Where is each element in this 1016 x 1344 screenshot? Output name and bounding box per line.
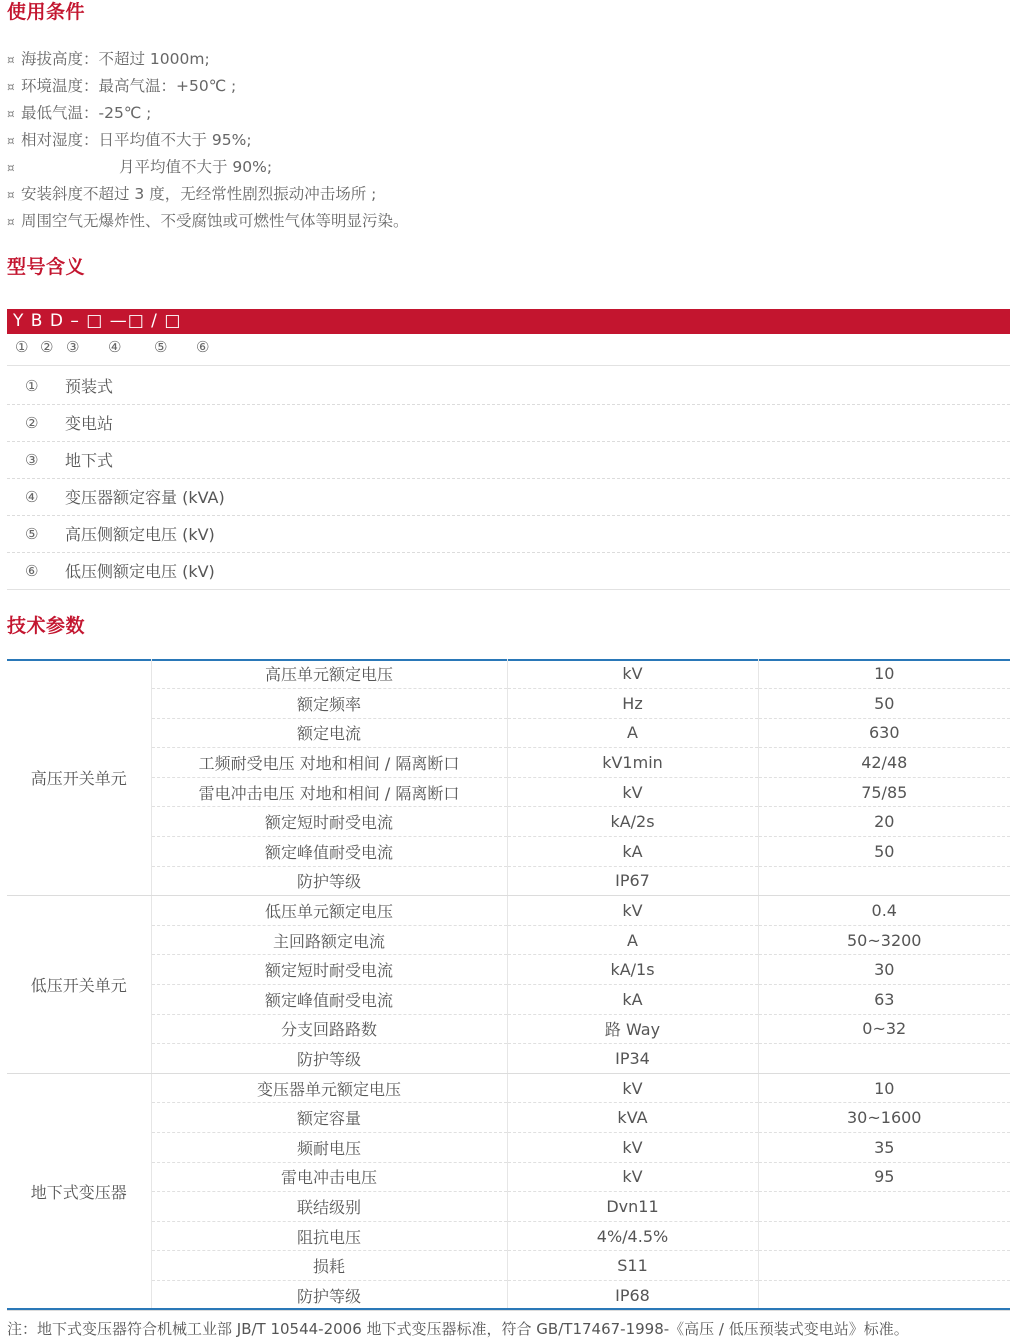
table-row bbox=[7, 1133, 1010, 1163]
footnote: 注：地下式变压器符合机械工业部 JB/T 10544-2006 地下式变压器标准，符合 GB/T17467-1998-《高压 / 低压预装式变电站》标准。 bbox=[7, 1320, 909, 1338]
meaning-label: 预装式 bbox=[65, 377, 114, 396]
table-row bbox=[7, 925, 1010, 955]
table-row bbox=[7, 1044, 1010, 1074]
table-row bbox=[7, 896, 1010, 926]
table-row bbox=[7, 1221, 1010, 1251]
group-label-cell: 高压开关单元 bbox=[7, 659, 151, 896]
unit-cell: kV bbox=[507, 1162, 758, 1192]
value-cell: 50 bbox=[758, 689, 1010, 719]
table-row bbox=[7, 955, 1010, 985]
value-cell: 50~3200 bbox=[758, 925, 1010, 955]
model-meaning-list bbox=[7, 368, 1010, 590]
unit-cell: Dvn11 bbox=[507, 1192, 758, 1222]
condition-text: 海拔高度：不超过 1000m; bbox=[21, 50, 210, 68]
table-row bbox=[7, 1251, 1010, 1281]
table-row bbox=[7, 659, 1010, 689]
section-title-conditions: 使用条件 bbox=[7, 1, 86, 23]
table-row bbox=[7, 1073, 1010, 1103]
meaning-number: ② bbox=[25, 414, 39, 432]
value-cell bbox=[758, 1280, 1010, 1310]
value-cell: 10 bbox=[758, 659, 1010, 689]
bullet-icon: ¤ bbox=[7, 215, 15, 229]
unit-cell: kV bbox=[507, 1073, 758, 1103]
param-cell: 防护等级 bbox=[151, 1044, 507, 1074]
table-row bbox=[7, 777, 1010, 807]
table-row bbox=[7, 837, 1010, 867]
unit-cell: Hz bbox=[507, 689, 758, 719]
condition-item bbox=[7, 154, 1007, 181]
unit-cell: kV bbox=[507, 896, 758, 926]
condition-text: 月平均值不大于 90%; bbox=[119, 158, 273, 176]
condition-item bbox=[7, 127, 1007, 154]
value-cell: 20 bbox=[758, 807, 1010, 837]
unit-cell: kA bbox=[507, 837, 758, 867]
meaning-number: ③ bbox=[25, 451, 39, 469]
value-cell bbox=[758, 1192, 1010, 1222]
table-row bbox=[7, 1162, 1010, 1192]
table-row bbox=[7, 1103, 1010, 1133]
value-cell: 63 bbox=[758, 985, 1010, 1015]
meaning-label: 变电站 bbox=[65, 414, 114, 433]
value-cell: 30~1600 bbox=[758, 1103, 1010, 1133]
model-meaning-row bbox=[7, 516, 1010, 553]
value-cell: 35 bbox=[758, 1133, 1010, 1163]
unit-cell: kA/1s bbox=[507, 955, 758, 985]
param-cell: 额定容量 bbox=[151, 1103, 507, 1133]
table-row bbox=[7, 689, 1010, 719]
table-row bbox=[7, 1280, 1010, 1310]
model-meaning-row bbox=[7, 553, 1010, 590]
position-marker: ③ bbox=[66, 338, 80, 356]
table-bottom-rule bbox=[7, 1308, 1010, 1310]
param-cell: 额定峰值耐受电流 bbox=[151, 985, 507, 1015]
condition-text: 环境温度：最高气温：+50℃ ; bbox=[21, 77, 237, 95]
param-cell: 额定电流 bbox=[151, 718, 507, 748]
section-title-spec: 技术参数 bbox=[7, 615, 86, 637]
condition-text: 安装斜度不超过 3 度，无经常性剧烈振动冲击场所 ; bbox=[21, 185, 377, 203]
position-marker: ② bbox=[40, 338, 54, 356]
position-marker: ⑤ bbox=[154, 338, 168, 356]
spec-table bbox=[7, 659, 1010, 1311]
unit-cell: 路 Way bbox=[507, 1014, 758, 1044]
section-title-model: 型号含义 bbox=[7, 256, 86, 278]
table-row bbox=[7, 985, 1010, 1015]
unit-cell: kVA bbox=[507, 1103, 758, 1133]
meaning-label: 地下式 bbox=[65, 451, 114, 470]
value-cell bbox=[758, 1221, 1010, 1251]
table-row bbox=[7, 1014, 1010, 1044]
param-cell: 额定短时耐受电流 bbox=[151, 955, 507, 985]
unit-cell: A bbox=[507, 925, 758, 955]
model-meaning-row bbox=[7, 479, 1010, 516]
value-cell: 630 bbox=[758, 718, 1010, 748]
meaning-number: ④ bbox=[25, 488, 39, 506]
unit-cell: kV bbox=[507, 659, 758, 689]
param-cell: 防护等级 bbox=[151, 1280, 507, 1310]
unit-cell: kA bbox=[507, 985, 758, 1015]
model-meaning-row bbox=[7, 405, 1010, 442]
param-cell: 频耐电压 bbox=[151, 1133, 507, 1163]
value-cell: 0.4 bbox=[758, 896, 1010, 926]
unit-cell: 4%/4.5% bbox=[507, 1221, 758, 1251]
position-marker: ⑥ bbox=[196, 338, 210, 356]
bullet-icon: ¤ bbox=[7, 161, 15, 175]
value-cell bbox=[758, 1044, 1010, 1074]
param-cell: 主回路额定电流 bbox=[151, 925, 507, 955]
value-cell: 42/48 bbox=[758, 748, 1010, 778]
param-cell: 联结级别 bbox=[151, 1192, 507, 1222]
value-cell: 0~32 bbox=[758, 1014, 1010, 1044]
meaning-label: 高压侧额定电压 (kV) bbox=[65, 525, 215, 544]
value-cell: 10 bbox=[758, 1073, 1010, 1103]
unit-cell: A bbox=[507, 718, 758, 748]
condition-item bbox=[7, 46, 1007, 73]
unit-cell: IP34 bbox=[507, 1044, 758, 1074]
condition-item bbox=[7, 100, 1007, 127]
unit-cell: S11 bbox=[507, 1251, 758, 1281]
model-code-bar: Y B D – □ —□ / □ bbox=[7, 309, 1010, 334]
value-cell: 50 bbox=[758, 837, 1010, 867]
condition-item bbox=[7, 73, 1007, 100]
value-cell: 95 bbox=[758, 1162, 1010, 1192]
bullet-icon: ¤ bbox=[7, 107, 15, 121]
table-row bbox=[7, 1192, 1010, 1222]
value-cell: 75/85 bbox=[758, 777, 1010, 807]
param-cell: 低压单元额定电压 bbox=[151, 896, 507, 926]
param-cell: 雷电冲击电压 对地和相间 / 隔离断口 bbox=[151, 777, 507, 807]
position-marker: ① bbox=[15, 338, 29, 356]
bullet-icon: ¤ bbox=[7, 134, 15, 148]
param-cell: 损耗 bbox=[151, 1251, 507, 1281]
group-label-cell: 地下式变压器 bbox=[7, 1073, 151, 1310]
bullet-icon: ¤ bbox=[7, 80, 15, 94]
param-cell: 分支回路路数 bbox=[151, 1014, 507, 1044]
condition-text: 相对湿度：日平均值不大于 95%; bbox=[21, 131, 252, 149]
param-cell: 高压单元额定电压 bbox=[151, 659, 507, 689]
param-cell: 防护等级 bbox=[151, 866, 507, 896]
meaning-number: ⑤ bbox=[25, 525, 39, 543]
value-cell bbox=[758, 1251, 1010, 1281]
param-cell: 变压器单元额定电压 bbox=[151, 1073, 507, 1103]
unit-cell: kA/2s bbox=[507, 807, 758, 837]
value-cell bbox=[758, 866, 1010, 896]
meaning-label: 低压侧额定电压 (kV) bbox=[65, 562, 215, 581]
model-meaning-row bbox=[7, 442, 1010, 479]
model-meaning-row bbox=[7, 368, 1010, 405]
condition-text: 最低气温：-25℃ ; bbox=[21, 104, 152, 122]
bullet-icon: ¤ bbox=[7, 53, 15, 67]
table-row bbox=[7, 718, 1010, 748]
position-marker: ④ bbox=[108, 338, 122, 356]
bullet-icon: ¤ bbox=[7, 188, 15, 202]
value-cell: 30 bbox=[758, 955, 1010, 985]
group-label-cell: 低压开关单元 bbox=[7, 896, 151, 1074]
table-row bbox=[7, 748, 1010, 778]
unit-cell: kV bbox=[507, 777, 758, 807]
unit-cell: kV1min bbox=[507, 748, 758, 778]
condition-item bbox=[7, 208, 1007, 235]
table-row bbox=[7, 866, 1010, 896]
conditions-list bbox=[7, 46, 1007, 235]
param-cell: 额定峰值耐受电流 bbox=[151, 837, 507, 867]
condition-text: 周围空气无爆炸性、不受腐蚀或可燃性气体等明显污染。 bbox=[21, 212, 409, 230]
meaning-number: ① bbox=[25, 377, 39, 395]
meaning-number: ⑥ bbox=[25, 562, 39, 580]
unit-cell: IP67 bbox=[507, 866, 758, 896]
unit-cell: kV bbox=[507, 1133, 758, 1163]
param-cell: 额定短时耐受电流 bbox=[151, 807, 507, 837]
param-cell: 雷电冲击电压 bbox=[151, 1162, 507, 1192]
condition-item bbox=[7, 181, 1007, 208]
meaning-label: 变压器额定容量 (kVA) bbox=[65, 488, 225, 507]
param-cell: 工频耐受电压 对地和相间 / 隔离断口 bbox=[151, 748, 507, 778]
unit-cell: IP68 bbox=[507, 1280, 758, 1310]
param-cell: 阻抗电压 bbox=[151, 1221, 507, 1251]
model-position-markers bbox=[7, 336, 1010, 366]
param-cell: 额定频率 bbox=[151, 689, 507, 719]
table-row bbox=[7, 807, 1010, 837]
